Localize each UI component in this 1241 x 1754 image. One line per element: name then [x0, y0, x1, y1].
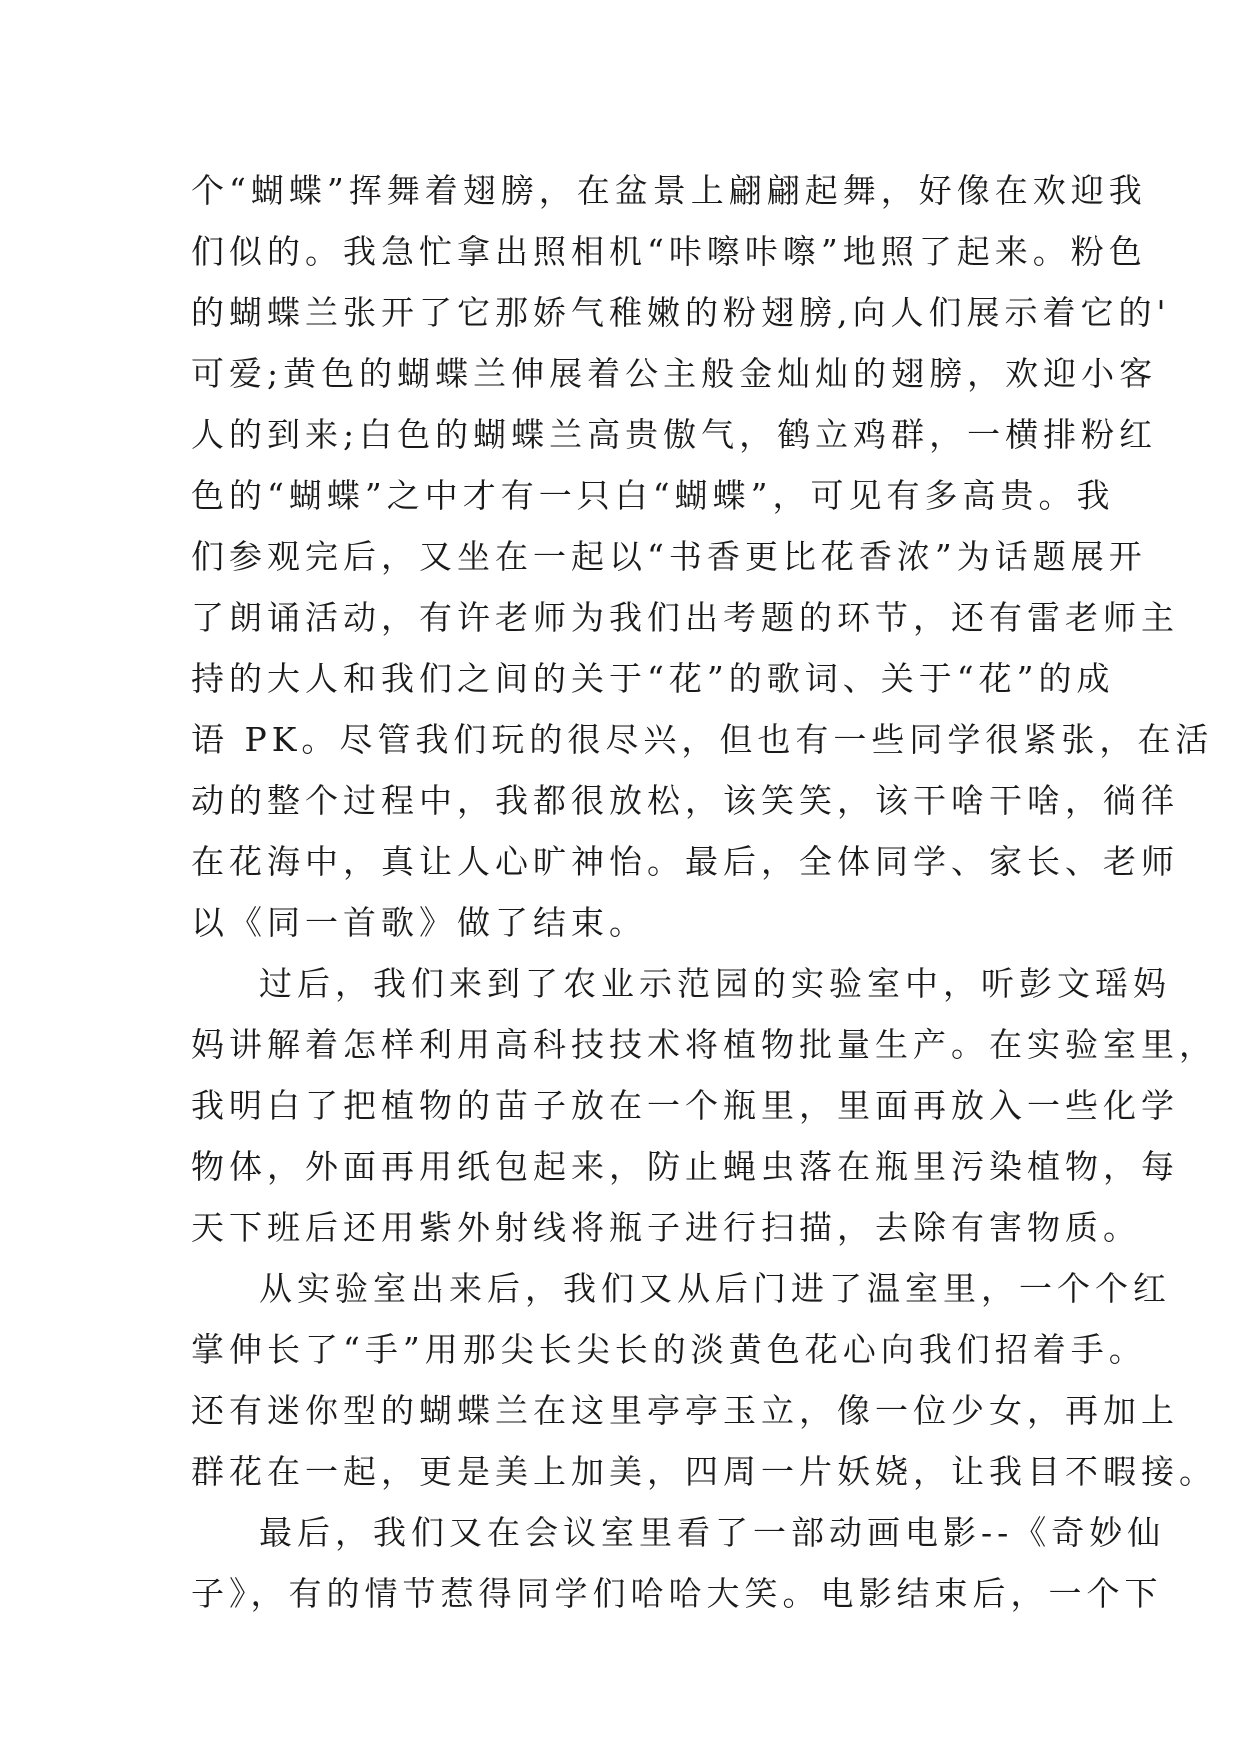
text-line: 群花在一起，更是美上加美，四周一片妖娆，让我目不暇接。 [191, 1452, 1217, 1491]
text-line: 色的“蝴蝶”之中才有一只白“蝴蝶”，可见有多高贵。我 [191, 476, 1115, 515]
text-line: 还有迷你型的蝴蝶兰在这里亭亭玉立，像一位少女，再加上 [191, 1391, 1179, 1430]
text-line: 们参观完后，又坐在一起以“书香更比花香浓”为话题展开 [191, 537, 1147, 576]
text-line: 们似的。我急忙拿出照相机“咔嚓咔嚓”地照了起来。粉色 [191, 232, 1147, 271]
text-line: 可爱;黄色的蝴蝶兰伸展着公主般金灿灿的翅膀，欢迎小客 [191, 354, 1158, 393]
text-line: 妈讲解着怎样利用高科技技术将植物批量生产。在实验室里， [191, 1025, 1217, 1064]
text-line: 掌伸长了“手”用那尖长尖长的淡黄色花心向我们招着手。 [191, 1330, 1147, 1369]
text-line: 子》，有的情节惹得同学们哈哈大笑。电影结束后，一个下 [191, 1574, 1163, 1613]
paragraph-first-line: 最后，我们又在会议室里看了一部动画电影--《奇妙仙 [259, 1513, 1166, 1552]
paragraph-first-line: 过后，我们来到了农业示范园的实验室中，听彭文瑶妈 [259, 964, 1171, 1003]
text-line: 物体，外面再用纸包起来，防止蝇虫落在瓶里污染植物，每 [191, 1147, 1179, 1186]
body-text [191, 160, 1217, 1624]
text-line: 个“蝴蝶”挥舞着翅膀，在盆景上翩翩起舞，好像在欢迎我 [191, 171, 1147, 210]
text-line: 持的大人和我们之间的关于“花”的歌词、关于“花”的成 [191, 659, 1115, 698]
text-line: 天下班后还用紫外射线将瓶子进行扫描，去除有害物质。 [191, 1208, 1141, 1247]
text-line: 了朗诵活动，有许老师为我们出考题的环节，还有雷老师主 [191, 598, 1179, 637]
text-line: 以《同一首歌》做了结束。 [191, 903, 647, 942]
text-line: 的蝴蝶兰张开了它那娇气稚嫩的粉翅膀,向人们展示着它的' [191, 293, 1171, 332]
paragraph-first-line: 从实验室出来后，我们又从后门进了温室里，一个个红 [259, 1269, 1171, 1308]
text-line: 在花海中，真让人心旷神怡。最后，全体同学、家长、老师 [191, 842, 1179, 881]
text-line: 人的到来;白色的蝴蝶兰高贵傲气，鹤立鸡群，一横排粉红 [191, 415, 1158, 454]
text-line: 我明白了把植物的苗子放在一个瓶里，里面再放入一些化学 [191, 1086, 1179, 1125]
text-line: 语 PK。尽管我们玩的很尽兴，但也有一些同学很紧张，在活 [191, 720, 1214, 759]
text-line: 动的整个过程中，我都很放松，该笑笑，该干啥干啥，徜徉 [191, 781, 1179, 820]
